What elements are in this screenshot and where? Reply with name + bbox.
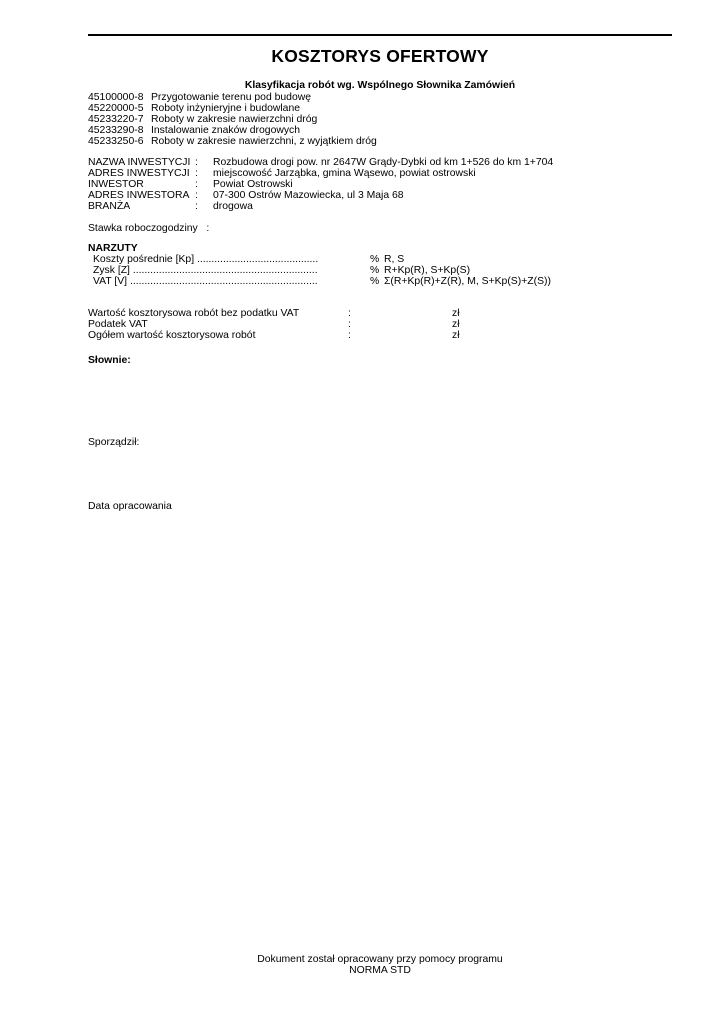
cpv-code: 45233220-7 <box>88 114 144 125</box>
document-title: KOSZTORYS OFERTOWY <box>271 46 489 66</box>
narzut-unit: % <box>370 254 380 265</box>
info-row-nazwa <box>88 157 553 168</box>
cpv-desc: Roboty w zakresie nawierzchni dróg <box>151 114 318 125</box>
cpv-desc: Przygotowanie terenu pod budowę <box>151 92 312 103</box>
info-sep: : <box>195 201 198 212</box>
narzuty-heading: NARZUTY <box>88 243 138 254</box>
cpv-desc: Roboty w zakresie nawierzchni, z wyjątkiem dróg <box>151 136 377 147</box>
sporzadzil-label: Sporządził: <box>88 437 140 448</box>
cpv-desc: Roboty inżynieryjne i budowlane <box>151 103 301 114</box>
classification-item <box>88 125 300 136</box>
info-label: BRANŻA <box>88 201 131 212</box>
wartosc-unit: zł <box>452 330 460 341</box>
cpv-code: 45100000-8 <box>88 92 144 103</box>
cpv-code: 45233290-8 <box>88 125 144 136</box>
footer-line-2: NORMA STD <box>349 965 411 976</box>
wartosc-label: Wartość kosztorysowa robót bez podatku VAT <box>88 308 300 319</box>
info-label: INWESTOR <box>88 179 144 190</box>
info-value: Rozbudowa drogi pow. nr 2647W Grądy-Dybki od km 1+526 do km 1+704 <box>213 157 554 168</box>
info-row-adres-inwestycji <box>88 168 476 179</box>
footer <box>88 954 672 976</box>
info-value: miejscowość Jarząbka, gmina Wąsewo, powiat ostrowski <box>213 168 476 179</box>
narzut-label: Koszty pośrednie [Kp] .......................................... <box>93 254 319 265</box>
footer-line-1: Dokument został opracowany przy pomocy programu <box>257 954 503 965</box>
info-label: NAZWA INWESTYCJI <box>88 157 191 168</box>
narzut-unit: % <box>370 276 380 287</box>
info-sep: : <box>195 157 198 168</box>
cpv-code: 45220000-5 <box>88 103 144 114</box>
wartosc-sep: : <box>348 330 351 341</box>
classification-item <box>88 103 300 114</box>
info-label: ADRES INWESTYCJI <box>88 168 190 179</box>
classification-item <box>88 92 311 103</box>
narzut-basis: Σ(R+Kp(R)+Z(R), M, S+Kp(S)+Z(S)) <box>384 276 551 287</box>
classification-item <box>88 136 377 147</box>
cpv-code: 45233250-6 <box>88 136 144 147</box>
wartosc-unit: zł <box>452 319 460 330</box>
classification-heading: Klasyfikacja robót wg. Wspólnego Słownika Zamówień <box>244 80 516 91</box>
slownie-label: Słownie: <box>88 355 131 366</box>
info-value: 07-300 Ostrów Mazowiecka, ul 3 Maja 68 <box>213 190 404 201</box>
classification-item <box>88 114 317 125</box>
data-opracowania-label: Data opracowania <box>88 501 172 512</box>
info-value: drogowa <box>213 201 253 212</box>
info-row-inwestor <box>88 179 293 190</box>
stawka-roboczogodziny: Stawka roboczogodziny : <box>88 223 210 234</box>
info-value: Powiat Ostrowski <box>213 179 293 190</box>
narzut-unit: % <box>370 265 380 276</box>
narzut-basis: R+Kp(R), S+Kp(S) <box>384 265 471 276</box>
info-label: ADRES INWESTORA <box>88 190 190 201</box>
cpv-desc: Instalowanie znaków drogowych <box>151 125 301 136</box>
info-row-adres-inwestora <box>88 190 404 201</box>
narzut-label: Zysk [Z] ................................................................ <box>93 265 318 276</box>
wartosc-label: Ogółem wartość kosztorysowa robót <box>88 330 256 341</box>
narzut-label: VAT [V] ................................................................. <box>93 276 318 287</box>
info-sep: : <box>195 179 198 190</box>
info-sep: : <box>195 190 198 201</box>
top-rule <box>88 34 672 36</box>
wartosc-sep: : <box>348 308 351 319</box>
info-row-branza <box>88 201 253 212</box>
wartosc-label: Podatek VAT <box>88 319 148 330</box>
info-sep: : <box>195 168 198 179</box>
narzut-basis: R, S <box>384 254 405 265</box>
wartosc-sep: : <box>348 319 351 330</box>
wartosc-unit: zł <box>452 308 460 319</box>
